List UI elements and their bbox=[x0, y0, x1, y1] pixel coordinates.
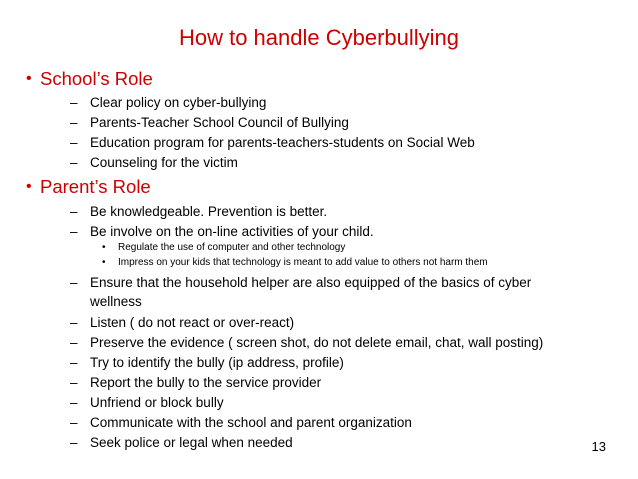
list-item bbox=[70, 313, 295, 332]
section-heading-label: School’s Role bbox=[40, 68, 153, 89]
dash-icon: – bbox=[70, 375, 78, 390]
list-item bbox=[70, 202, 328, 221]
dash-icon: – bbox=[70, 115, 78, 130]
small-bullet-icon: • bbox=[102, 257, 106, 268]
list-item bbox=[70, 433, 293, 452]
dash-icon: – bbox=[70, 155, 78, 170]
section-heading-label: Parent’s Role bbox=[40, 176, 151, 197]
list-item bbox=[70, 333, 544, 352]
list-item bbox=[70, 413, 412, 432]
bullet-icon: • bbox=[26, 178, 32, 195]
list-item-text: Parents-Teacher School Council of Bullying bbox=[90, 115, 349, 130]
list-item-text: Clear policy on cyber-bullying bbox=[90, 95, 267, 110]
sub-list-item bbox=[102, 256, 488, 270]
list-item-text: Counseling for the victim bbox=[90, 155, 238, 170]
sub-list-item-text: Impress on your kids that technology is meant to add value to others not harm them bbox=[118, 257, 488, 268]
dash-icon: – bbox=[70, 415, 78, 430]
list-item bbox=[70, 133, 475, 152]
list-item-text: Education program for parents-teachers-students on Social Web bbox=[90, 135, 475, 150]
list-item bbox=[70, 373, 322, 392]
section-heading-schools-role bbox=[26, 68, 153, 90]
list-item bbox=[70, 273, 570, 311]
dash-icon: – bbox=[70, 435, 78, 450]
list-item bbox=[70, 93, 267, 112]
list-item-text: Seek police or legal when needed bbox=[90, 435, 293, 450]
list-item-text: Try to identify the bully (ip address, profile) bbox=[90, 355, 344, 370]
list-item-text: Ensure that the household helper are also equipped of the basics of cyber wellness bbox=[90, 275, 532, 309]
list-item-text: Be knowledgeable. Prevention is better. bbox=[90, 204, 328, 219]
list-item-text: Report the bully to the service provider bbox=[90, 375, 322, 390]
page-number: 13 bbox=[591, 439, 606, 454]
list-item bbox=[70, 153, 238, 172]
dash-icon: – bbox=[70, 355, 78, 370]
dash-icon: – bbox=[70, 315, 78, 330]
sub-list-item bbox=[102, 241, 346, 255]
list-item-text: Unfriend or block bully bbox=[90, 395, 224, 410]
dash-icon: – bbox=[70, 224, 78, 239]
dash-icon: – bbox=[70, 395, 78, 410]
list-item-text: Preserve the evidence ( screen shot, do not delete email, chat, wall posting) bbox=[90, 335, 544, 350]
list-item-text: Listen ( do not react or over-react) bbox=[90, 315, 295, 330]
list-item bbox=[70, 393, 224, 412]
dash-icon: – bbox=[70, 275, 78, 290]
list-item bbox=[70, 222, 374, 241]
dash-icon: – bbox=[70, 135, 78, 150]
dash-icon: – bbox=[70, 95, 78, 110]
list-item bbox=[70, 113, 349, 132]
slide-title: How to handle Cyberbullying bbox=[178, 25, 460, 50]
sub-list-item-text: Regulate the use of computer and other technology bbox=[118, 242, 346, 253]
list-item bbox=[70, 353, 344, 372]
section-heading-parents-role bbox=[26, 176, 151, 198]
list-item-text: Communicate with the school and parent organization bbox=[90, 415, 412, 430]
dash-icon: – bbox=[70, 204, 78, 219]
dash-icon: – bbox=[70, 335, 78, 350]
bullet-icon: • bbox=[26, 70, 32, 87]
small-bullet-icon: • bbox=[102, 242, 106, 253]
list-item-text: Be involve on the on-line activities of your child. bbox=[90, 224, 374, 239]
